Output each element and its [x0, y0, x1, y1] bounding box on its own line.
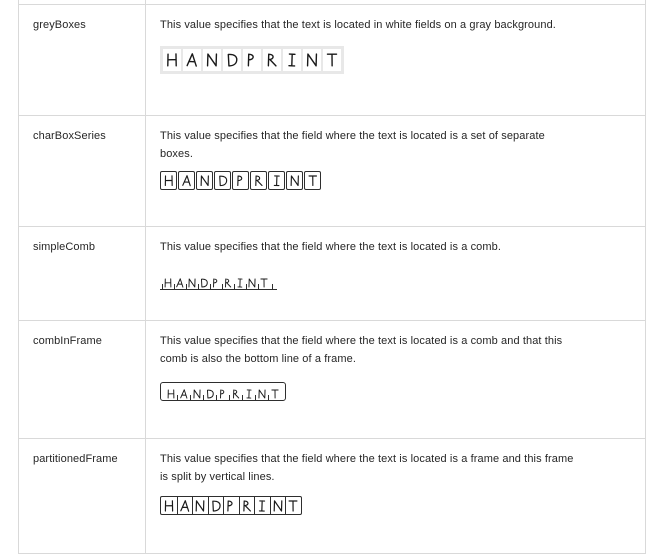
value-name: charBoxSeries [33, 130, 106, 142]
handprint-letter-N-icon [206, 53, 218, 67]
char-cell-I [234, 274, 246, 289]
char-cell-N [196, 171, 213, 190]
handprint-letter-T-icon [326, 53, 338, 67]
handprint-letter-N-icon [248, 278, 256, 288]
handprint-example-char-box-series [160, 171, 321, 190]
char-cell-I [283, 49, 301, 71]
description-text: This value specifies that the field where the text is located is a set of separate [160, 130, 545, 142]
handprint-letter-P-icon [246, 53, 258, 67]
char-cell-D [198, 274, 210, 289]
value-name-cell [19, 227, 146, 320]
field-location-values-table [18, 0, 646, 554]
char-cell-P [216, 384, 229, 400]
char-cell-R [222, 274, 234, 289]
char-cell-D [223, 49, 241, 71]
handprint-letter-H-icon [164, 500, 174, 512]
char-cell-I [268, 171, 285, 190]
handprint-letter-P-icon [212, 278, 220, 288]
handprint-letter-A-icon [181, 175, 191, 187]
table-row-charboxseries [19, 115, 645, 226]
handprint-letter-N-icon [273, 500, 283, 512]
value-name-cell [19, 5, 146, 115]
char-cell-H [164, 384, 177, 400]
char-cell-P [243, 49, 261, 71]
char-cell-H [161, 497, 177, 514]
handprint-letter-P-icon [219, 389, 227, 399]
char-cell-T [323, 49, 341, 71]
value-name: greyBoxes [33, 19, 86, 31]
description-cell [146, 5, 645, 115]
handprint-example-partitioned-frame [160, 496, 302, 515]
handprint-letter-N-icon [306, 53, 318, 67]
handprint-letter-A-icon [179, 499, 190, 512]
char-cell-N [186, 274, 198, 289]
description-text: boxes. [160, 148, 194, 160]
handprint-letter-N-icon [200, 175, 210, 187]
handprint-letter-R-icon [254, 175, 264, 187]
description-cell [146, 116, 645, 226]
char-cell-N [246, 274, 258, 289]
char-cell-N [286, 171, 303, 190]
char-cell-H [160, 171, 177, 190]
handprint-letter-I-icon [272, 175, 282, 187]
handprint-letter-N-icon [188, 278, 196, 288]
handprint-letter-R-icon [232, 389, 240, 399]
handprint-letter-I-icon [286, 53, 298, 67]
table-row-combinframe [19, 320, 645, 438]
char-cell-N [190, 384, 203, 400]
handprint-letter-D-icon [200, 278, 209, 288]
table-row-greyboxes [19, 4, 645, 115]
handprint-letter-A-icon [179, 389, 188, 399]
description-text: This value specifies that the field where the text is located is a frame and this frame [160, 453, 574, 465]
value-name-cell [19, 321, 146, 438]
handprint-letter-P-icon [236, 175, 246, 187]
handprint-letter-D-icon [217, 175, 227, 187]
description-text: This value specifies that the text is located in white fields on a gray background. [160, 19, 556, 31]
char-cell-T [268, 384, 281, 400]
char-cell-I [254, 497, 270, 514]
char-cell-P [223, 497, 239, 514]
cropped-row-above-divider [19, 0, 146, 4]
handprint-example-simple-comb [160, 274, 277, 290]
handprint-letter-T-icon [260, 278, 268, 288]
description-text: This value specifies that the field where the text is located is a comb. [160, 241, 502, 253]
handprint-letter-H-icon [164, 175, 174, 187]
char-cell-H [162, 274, 174, 289]
char-cell-T [304, 171, 321, 190]
value-name-cell [19, 116, 146, 226]
handprint-letter-I-icon [257, 499, 267, 511]
description-text: This value specifies that the field where the text is located is a comb and that this [160, 335, 563, 347]
value-name: partitionedFrame [33, 453, 118, 465]
description-cell [146, 439, 645, 553]
handprint-letter-T-icon [308, 175, 318, 187]
char-cell-D [203, 384, 216, 400]
description-cell [146, 321, 645, 438]
char-cell-N [303, 49, 321, 71]
handprint-letter-R-icon [266, 53, 278, 67]
char-cell-H [163, 49, 181, 71]
description-text: comb is also the bottom line of a frame. [160, 353, 356, 365]
char-cell-A [177, 384, 190, 400]
char-cell-A [177, 497, 193, 514]
handprint-letter-D-icon [205, 389, 214, 399]
handprint-letter-N-icon [258, 389, 266, 399]
char-cell-R [250, 171, 267, 190]
handprint-letter-D-icon [226, 53, 239, 68]
handprint-letter-T-icon [271, 389, 279, 399]
char-cell-P [210, 274, 222, 289]
char-cell-N [192, 497, 208, 514]
handprint-letter-D-icon [210, 499, 221, 512]
handprint-letter-N-icon [290, 175, 300, 187]
handprint-letter-N-icon [195, 500, 205, 512]
char-cell-P [232, 171, 249, 190]
value-name: combInFrame [33, 335, 102, 347]
handprint-letter-I-icon [236, 278, 244, 288]
char-cell-R [263, 49, 281, 71]
char-cell-D [214, 171, 231, 190]
description-cell [146, 227, 645, 320]
handprint-letter-A-icon [186, 53, 199, 68]
handprint-letter-H-icon [164, 278, 172, 288]
handprint-example-grey-boxes [160, 46, 344, 74]
handprint-letter-H-icon [166, 53, 178, 67]
table-row-simplecomb [19, 226, 645, 320]
char-cell-R [229, 384, 242, 400]
handprint-letter-N-icon [193, 389, 201, 399]
handprint-letter-A-icon [176, 278, 185, 288]
handprint-letter-H-icon [167, 389, 175, 399]
char-cell-D [208, 497, 224, 514]
table-row-partitionedframe [19, 438, 645, 553]
char-cell-N [270, 497, 286, 514]
char-cell-A [183, 49, 201, 71]
char-cell-N [255, 384, 268, 400]
handprint-letter-I-icon [244, 389, 252, 399]
value-name-cell [19, 439, 146, 553]
char-cell-T [285, 497, 301, 514]
char-cell-R [239, 497, 255, 514]
char-cell-A [178, 171, 195, 190]
value-name: simpleComb [33, 241, 96, 253]
description-text: is split by vertical lines. [160, 471, 275, 483]
char-cell-N [203, 49, 221, 71]
handprint-letter-P-icon [226, 500, 236, 512]
char-cell-T [258, 274, 270, 289]
handprint-letter-R-icon [224, 278, 232, 288]
char-cell-A [174, 274, 186, 289]
handprint-example-comb-in-frame [160, 382, 286, 401]
handprint-letter-T-icon [288, 500, 298, 512]
char-cell-I [242, 384, 255, 400]
handprint-letter-R-icon [242, 500, 252, 512]
